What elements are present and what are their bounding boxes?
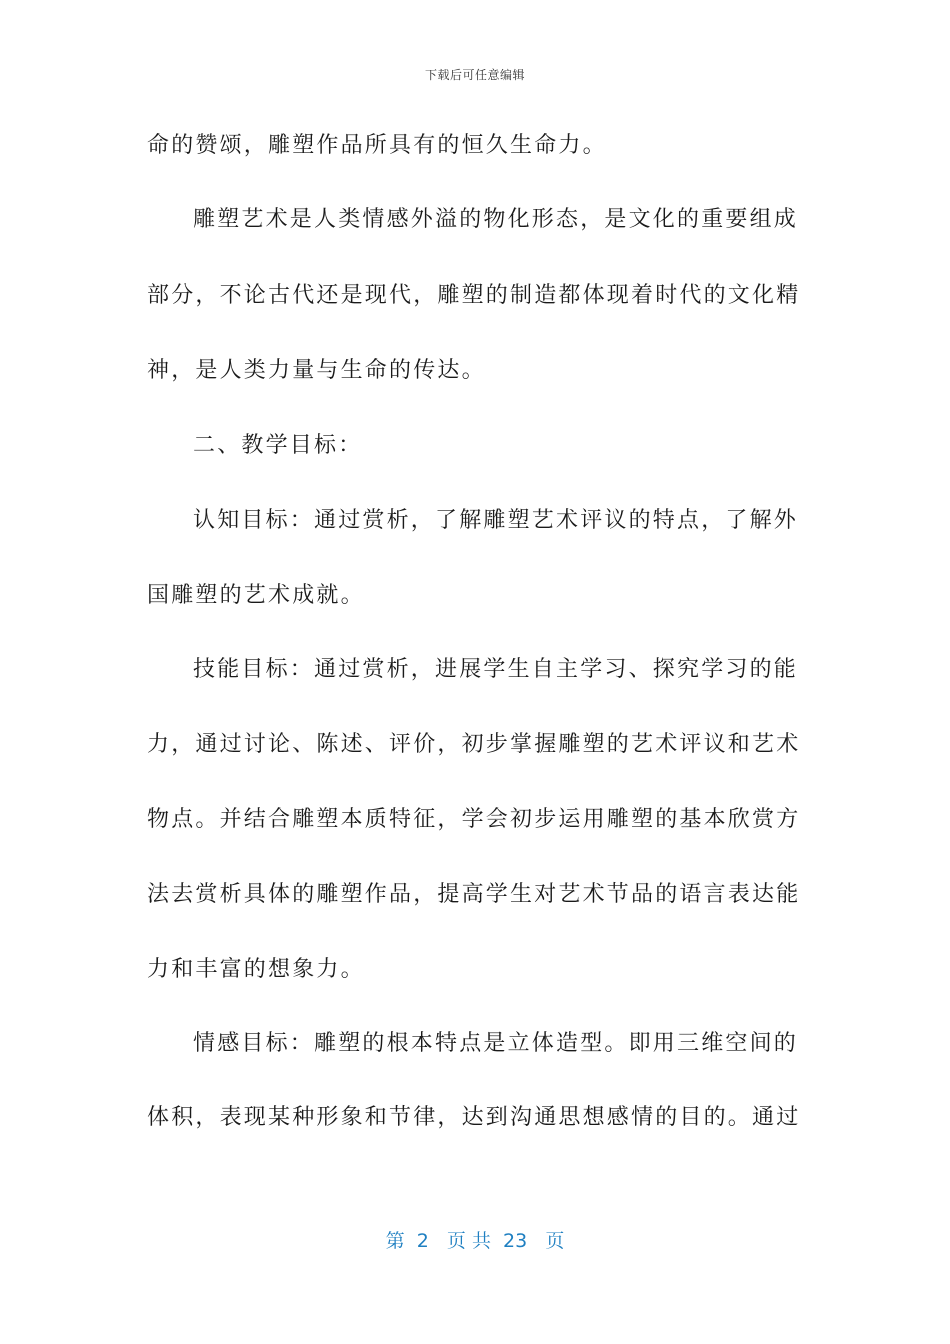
text-line: 神，是人类力量与生命的传达。 <box>147 358 486 383</box>
page-header: 下载后可任意编辑 <box>424 68 525 82</box>
text-line: 物点。并结合雕塑本质特征，学会初步运用雕塑的基本欣赏方 <box>147 807 801 832</box>
section-heading: 二、教学目标： <box>193 433 363 458</box>
paragraph-first-line: 情感目标：雕塑的根本特点是立体造型。即用三维空间的 <box>193 1031 799 1056</box>
text-line: 法去赏析具体的雕塑作品，提高学生对艺术节品的语言表达能 <box>147 882 801 907</box>
paragraph-first-line: 认知目标：通过赏析，了解雕塑艺术评议的特点，了解外 <box>193 508 799 533</box>
text-line: 命的赞颂，雕塑作品所具有的恒久生命力。 <box>147 133 607 158</box>
text-line: 国雕塑的艺术成就。 <box>147 583 365 608</box>
text-line: 体积，表现某种形象和节律，达到沟通思想感情的目的。通过 <box>147 1105 801 1130</box>
text-line: 部分，不论古代还是现代，雕塑的制造都体现着时代的文化精 <box>147 283 801 308</box>
paragraph-first-line: 技能目标：通过赏析，进展学生自主学习、探究学习的能 <box>193 657 799 682</box>
page-footer: 第 2 页 共 23 页 <box>385 1230 565 1252</box>
paragraph-first-line: 雕塑艺术是人类情感外溢的物化形态，是文化的重要组成 <box>193 207 799 232</box>
text-line: 力和丰富的想象力。 <box>147 957 365 982</box>
text-line: 力，通过讨论、陈述、评价，初步掌握雕塑的艺术评议和艺术 <box>147 732 801 757</box>
